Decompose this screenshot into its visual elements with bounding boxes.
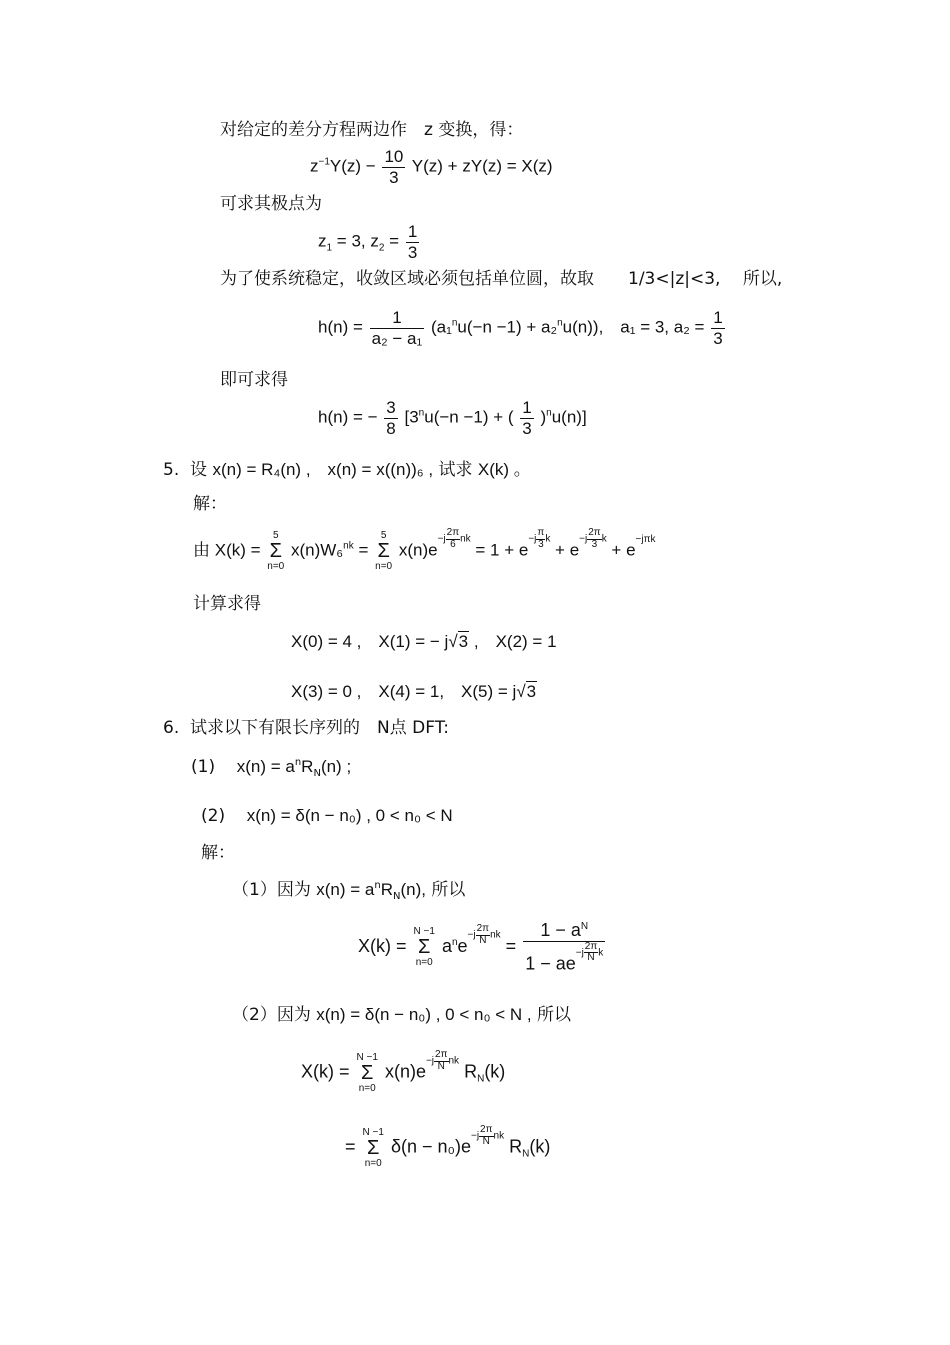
equation-z-transform: $z^{-1}Y(z)$ − $\frac{10}{3}$ Y(z) + zY(z) = X(z) (310, 147, 553, 187)
results-row-1: X(0) = 4 , X(1) = − j√3 , X(2) = 1 (291, 632, 557, 651)
fraction-a2-value: $\frac{1}{3}$ (713, 308, 723, 348)
solution-6-label: 解： (201, 843, 235, 863)
text-z-transform-intro: 对给定的差分方程两边作 z 变换，得： (220, 120, 524, 140)
sum-symbol: 5 Σ n=0 (267, 530, 285, 573)
fraction-10-3: $\frac{10}{3}$ (384, 147, 404, 187)
equation-dft-part-2: X(k) = N −1 Σ n=0 x(n)e−j $\frac{2\pi}{N}$ nk $R_N(k)$ (301, 1049, 506, 1094)
question-6-part-1: (1) $x(n) = a^nR_N(n)$ ; (191, 757, 352, 779)
text-stability-condition: 为了使系统稳定，收敛区域必须包括单位圆，故取 1/3<|z|<3, 所以, (220, 269, 783, 289)
sum-symbol-2: 5 Σ n=0 (375, 530, 393, 573)
equation-dft-q5: 由 X(k) = 5 Σ n=0 x(n)W₆$^{nk}$ = 5 Σ n=0 x(n)e−j $\frac{2\pi}{6}$ nk = 1 + e−j $\frac{\pi}{3}$ k + e−j $\frac{2\pi}{3}$ k + e−jπk (193, 527, 656, 573)
solution-5-label: 解： (193, 494, 227, 514)
sum-symbol-5: N −1 Σ n=0 (362, 1126, 384, 1169)
text-result-intro: 即可求得 (220, 370, 288, 390)
fraction-1-over-a2-a1: $\frac{1}{\text{a₂ − a₁}}$ (371, 308, 423, 348)
solution-6-step-1: （1）因为 $x(n) = a^nR_N(n)$, 所以 (232, 880, 466, 902)
equation-h-result: h(n) = − $\frac{3}{8}$ [$3^nu(-n -1)$ + ( $\frac{1}{3}$ )$^n$u(n)] (318, 398, 587, 438)
text-calc-result: 计算求得 (193, 594, 261, 614)
fraction-1-3: $\frac{1}{3}$ (407, 222, 418, 262)
fraction-1-3-b: $\frac{1}{3}$ (522, 398, 532, 438)
question-6-part-2: (2) x(n) = δ(n − n₀) , 0 < n₀ < N (201, 806, 453, 826)
sum-symbol-3: N −1 Σ n=0 (413, 926, 435, 969)
equation-dft-part-2-step: = N −1 Σ n=0 δ(n − n₀)e−j $\frac{2\pi}{N}$ nk $R_N(k)$ (345, 1124, 551, 1169)
question-6: 6. 试求以下有限长序列的 N点 DFT: (163, 718, 449, 738)
results-row-2: X(3) = 0 , X(4) = 1, X(5) = j√3 (291, 682, 537, 701)
fraction-geometric-sum: $1 - a^N$ 1 − ae−j $\frac{2\pi}{N}$ k (525, 920, 604, 974)
question-5: 5. 设 x(n) = R₄(n) , x(n) = x((n))₆ , 试求 X(k) 。 (163, 460, 531, 480)
sum-symbol-4: N −1 Σ n=0 (356, 1051, 378, 1094)
solution-6-step-2: （2）因为 x(n) = δ(n − n₀) , 0 < n₀ < N , 所以 (232, 1005, 572, 1025)
text-poles-intro: 可求其极点为 (220, 194, 322, 214)
fraction-3-8: $\frac{3}{8}$ (386, 398, 396, 438)
equation-poles: $z_1 = 3$, $z_2$ = $\frac{1}{3}$ (318, 222, 418, 262)
equation-h-general: h(n) = $\frac{1}{\text{a₂ − a₁}}$ (a₁$^n$u(−n −1) + a₂$^n$u(n)), a₁ = 3, a₂ = $\frac{1}{3}$ (318, 308, 723, 348)
equation-dft-part-1: X(k) = N −1 Σ n=0 $a^ne-j$ $\frac{2\pi}{N}$ nk = $1 - a^N$ 1 − ae−j $\frac{2\pi}{N}$ k (358, 920, 604, 974)
